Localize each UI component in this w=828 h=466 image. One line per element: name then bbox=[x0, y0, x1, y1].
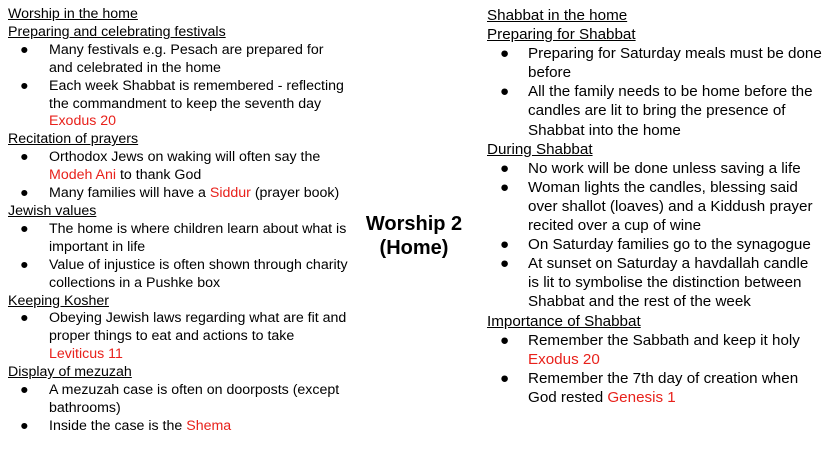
bullet-list bbox=[487, 44, 823, 139]
list-item bbox=[8, 382, 348, 418]
left-column bbox=[8, 6, 348, 436]
item-text: Value of injustice is often shown through charity collections in a Pushke box bbox=[49, 256, 348, 291]
list-item bbox=[487, 178, 823, 235]
scripture-reference: Exodus 20 bbox=[49, 113, 117, 130]
item-text: Woman lights the candles, blessing said over shallot (loaves) and a Kiddush prayer recited over a cup of wine bbox=[528, 178, 813, 235]
right-column bbox=[487, 6, 823, 407]
bullet-icon: ● bbox=[20, 149, 29, 166]
item-text: Remember the Sabbath and keep it holy bbox=[528, 331, 800, 349]
bullet-list bbox=[8, 310, 348, 364]
list-item bbox=[487, 254, 823, 311]
item-text: All the family needs to be home before the candles are lit to bring the presence of Shabbat into the home bbox=[528, 83, 813, 139]
item-text: The home is where children learn about what is important in life bbox=[49, 220, 347, 255]
section-heading: Keeping Kosher bbox=[8, 292, 109, 309]
item-text: No work will be done unless saving a life bbox=[528, 159, 801, 177]
list-item bbox=[8, 149, 348, 185]
bullet-icon: ● bbox=[20, 220, 29, 237]
section-heading: Recitation of prayers bbox=[8, 131, 139, 148]
item-text: On Saturday families go to the synagogue bbox=[528, 236, 811, 254]
bullet-list bbox=[487, 159, 823, 312]
item-text: A mezuzah case is often on doorposts (except bathrooms) bbox=[49, 382, 340, 416]
bullet-list bbox=[8, 42, 348, 132]
slide-title-line1: Worship 2 bbox=[365, 213, 463, 235]
section-heading: Importance of Shabbat bbox=[487, 312, 641, 330]
right-sections bbox=[487, 25, 823, 407]
bullet-icon: ● bbox=[500, 236, 510, 254]
list-item bbox=[487, 44, 823, 82]
item-text: Each week Shabbat is remembered - reflecting the commandment to keep the seventh day bbox=[49, 77, 344, 112]
item-text: Orthodox Jews on waking will often say the bbox=[49, 149, 321, 166]
bullet-icon: ● bbox=[500, 255, 510, 273]
scripture-reference: Leviticus 11 bbox=[49, 346, 123, 363]
item-text: Many families will have a bbox=[49, 185, 210, 202]
left-sections bbox=[8, 24, 348, 436]
bullet-icon: ● bbox=[20, 310, 29, 327]
slide-title bbox=[350, 212, 478, 260]
item-text: Remember the 7th day of creation when God rested bbox=[528, 369, 799, 406]
bullet-list bbox=[487, 331, 823, 407]
slide-title-line2: (Home) bbox=[379, 237, 449, 259]
section-heading: Preparing and celebrating festivals bbox=[8, 23, 226, 40]
item-text: to thank God bbox=[116, 167, 202, 184]
scripture-reference: Exodus 20 bbox=[528, 350, 600, 368]
scripture-reference: Siddur bbox=[209, 185, 251, 202]
bullet-icon: ● bbox=[20, 185, 29, 202]
item-text: (prayer book) bbox=[250, 185, 340, 202]
item-text: Inside the case is the bbox=[49, 417, 187, 434]
right-column-heading: Shabbat in the home bbox=[487, 7, 628, 24]
list-item bbox=[487, 331, 823, 369]
bullet-icon: ● bbox=[20, 77, 29, 94]
list-item bbox=[8, 257, 348, 293]
item-text: Many festivals e.g. Pesach are prepared for and celebrated in the home bbox=[49, 41, 324, 76]
list-item bbox=[487, 369, 823, 407]
bullet-icon: ● bbox=[500, 159, 510, 177]
section-heading: During Shabbat bbox=[487, 140, 593, 158]
bullet-list bbox=[8, 221, 348, 293]
bullet-icon: ● bbox=[20, 382, 29, 399]
section-heading: Display of mezuzah bbox=[8, 364, 132, 381]
list-item bbox=[487, 235, 823, 254]
list-item bbox=[487, 159, 823, 178]
list-item bbox=[8, 418, 348, 436]
section-heading: Preparing for Shabbat bbox=[487, 26, 636, 44]
item-text: At sunset on Saturday a havdallah candle is lit to symbolise the distinction between Shabbat and the rest of the week bbox=[528, 255, 809, 311]
bullet-icon: ● bbox=[20, 417, 29, 434]
item-text: Preparing for Saturday meals must be done before bbox=[528, 45, 822, 82]
scripture-reference: Modeh Ani bbox=[49, 167, 117, 184]
scripture-reference: Genesis 1 bbox=[607, 388, 676, 406]
list-item bbox=[8, 185, 348, 203]
bullet-icon: ● bbox=[500, 83, 510, 101]
bullet-icon: ● bbox=[500, 331, 510, 349]
list-item bbox=[8, 42, 348, 78]
bullet-list bbox=[8, 382, 348, 436]
list-item bbox=[8, 310, 348, 364]
bullet-icon: ● bbox=[500, 369, 510, 387]
bullet-icon: ● bbox=[500, 45, 510, 63]
list-item bbox=[8, 78, 348, 132]
bullet-list bbox=[8, 149, 348, 203]
list-item bbox=[8, 221, 348, 257]
scripture-reference: Shema bbox=[186, 417, 232, 434]
item-text: Obeying Jewish laws regarding what are fit and proper things to eat and actions to take bbox=[49, 310, 347, 345]
bullet-icon: ● bbox=[500, 178, 510, 196]
list-item bbox=[487, 82, 823, 139]
section-heading: Jewish values bbox=[8, 202, 97, 219]
bullet-icon: ● bbox=[20, 41, 29, 58]
left-column-heading: Worship in the home bbox=[8, 6, 138, 22]
bullet-icon: ● bbox=[20, 256, 29, 273]
